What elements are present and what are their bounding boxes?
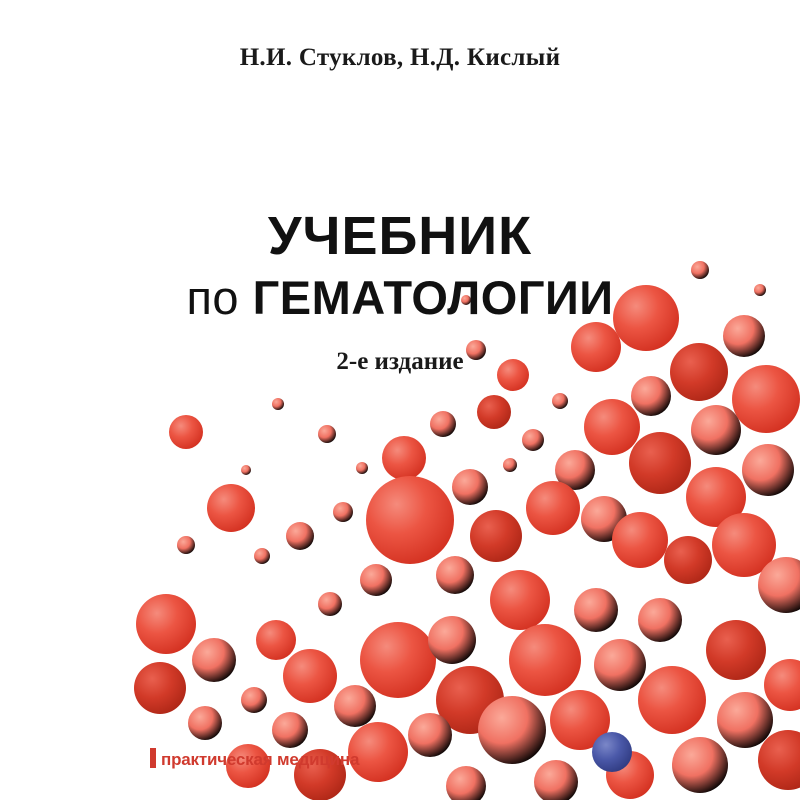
authors-line: Н.И. Стуклов, Н.Д. Кислый (239, 44, 561, 71)
title-subject: ГЕМАТОЛОГИИ (252, 271, 614, 324)
publisher-name: практическая медицина (161, 750, 360, 769)
title-line-1: УЧЕБНИК (267, 206, 533, 266)
title-preposition: по (186, 271, 253, 324)
edition-label: 2-е издание (336, 348, 464, 375)
